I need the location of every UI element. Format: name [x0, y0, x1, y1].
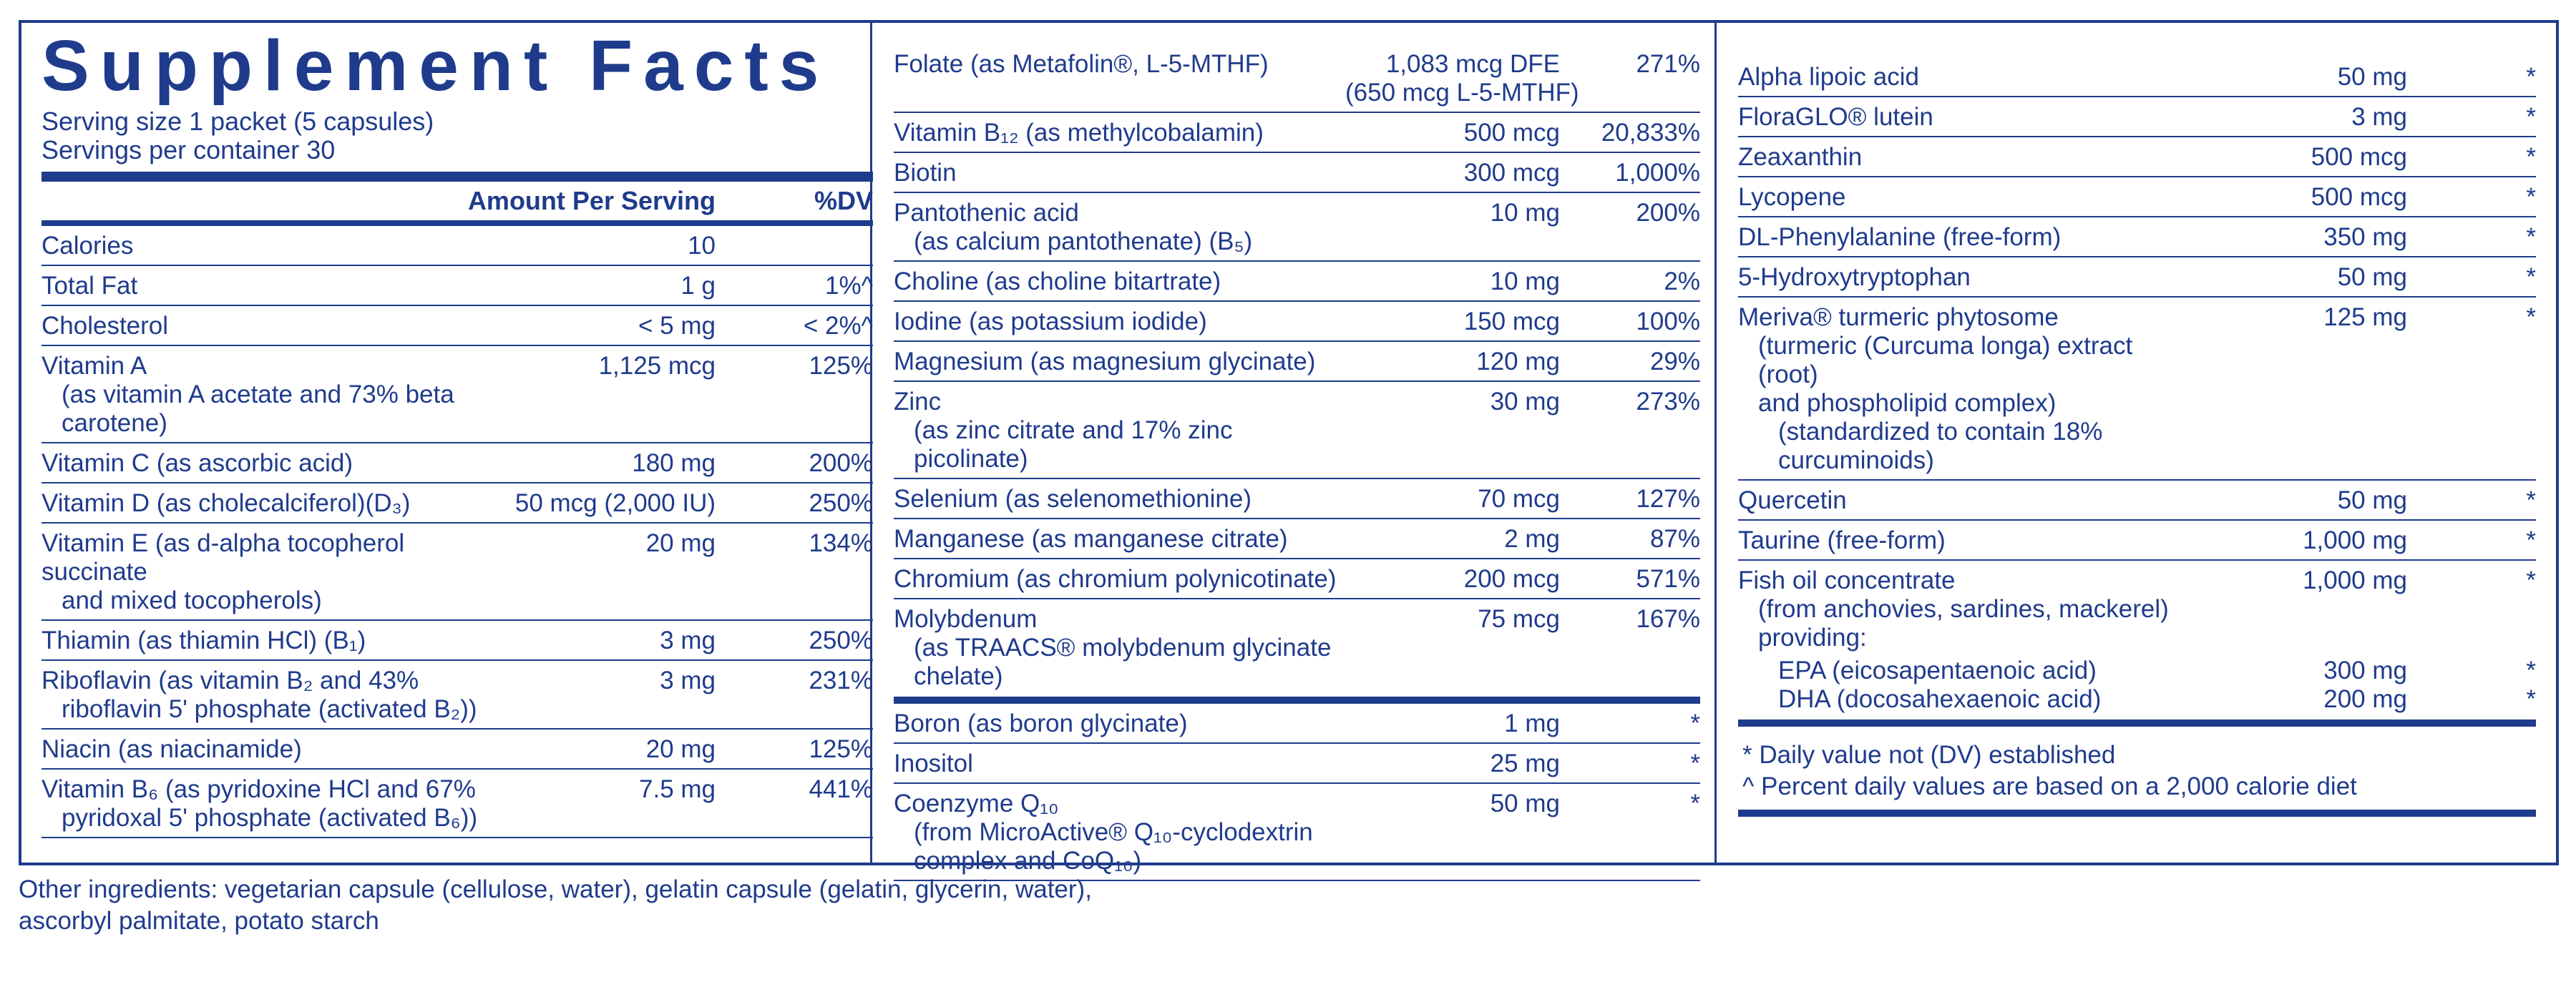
- nutrient-name: [894, 525, 1345, 554]
- nutrient-label: Zinc: [894, 388, 942, 416]
- nutrient-label: Selenium (as selenomethionine): [894, 485, 1252, 513]
- nutrient-row: [894, 113, 1700, 153]
- nutrient-source: and phospholipid complex): [1758, 389, 2057, 417]
- nutrient-list-2: [894, 23, 1700, 695]
- nutrient-label: Cholesterol: [42, 312, 169, 340]
- nutrient-amount: [501, 775, 716, 833]
- nutrient-row: [1738, 298, 2536, 481]
- nutrient-amount: [2192, 103, 2407, 132]
- nutrient-label: Folate (as Metafolin®, L-5-MTHF): [894, 50, 1269, 78]
- nutrient-amount: [501, 232, 716, 260]
- nutrient-name: [894, 605, 1345, 691]
- nutrient-amount: [1345, 119, 1560, 147]
- nutrient-amount: [1345, 525, 1560, 554]
- nutrient-dv: 125%: [809, 735, 873, 763]
- amount-value: 1,000 mg: [2303, 526, 2407, 554]
- nutrient-label: Pantothenic acid: [894, 199, 1079, 227]
- nutrient-dv: *: [2526, 566, 2536, 594]
- nutrient-amount: [2192, 303, 2407, 475]
- nutrient-amount: [1345, 605, 1560, 691]
- other-ingredients-line: ascorbyl palmitate, potato starch: [19, 907, 379, 935]
- amount-value: 3 mg: [660, 627, 716, 654]
- nutrient-name: [42, 627, 501, 655]
- header-amount: Amount Per Serving: [467, 186, 716, 215]
- nutrient-row: [894, 342, 1700, 382]
- nutrient-name: [894, 119, 1345, 147]
- nutrient-label: Magnesium (as magnesium glycinate): [894, 348, 1316, 375]
- footnote-calorie: ^ Percent daily values are based on a 2,000 calorie diet: [1742, 772, 2357, 800]
- nutrient-dv: *: [2526, 486, 2536, 514]
- nutrient-name: [42, 449, 501, 478]
- nutrient-label: Vitamin C (as ascorbic acid): [42, 449, 353, 477]
- nutrient-label: Lycopene: [1738, 183, 1846, 211]
- nutrient-amount: [501, 312, 716, 340]
- amount-value: 10: [688, 232, 716, 260]
- nutrient-dv: 20,833%: [1601, 119, 1700, 147]
- amount-value: 75 mcg: [1478, 605, 1560, 633]
- nutrient-label: Chromium (as chromium polynicotinate): [894, 565, 1337, 593]
- nutrient-label: Boron (as boron glycinate): [894, 709, 1188, 737]
- amount-value: 3 mg: [2351, 103, 2407, 131]
- nutrient-name: [1738, 183, 2192, 212]
- nutrient-dv: 250%: [809, 627, 873, 654]
- amount-value: 300 mcg: [1463, 159, 1560, 187]
- nutrient-standardization: (standardized to contain 18% curcuminoids): [1778, 418, 2103, 474]
- nutrient-source: pyridoxal 5' phosphate (activated B₆)): [62, 804, 478, 832]
- nutrient-row: [894, 479, 1700, 519]
- nutrient-amount: [2192, 223, 2407, 252]
- nutrient-label: Riboflavin (as vitamin B₂ and 43%: [42, 667, 419, 694]
- nutrient-amount: [1345, 159, 1560, 187]
- nutrient-row: [42, 266, 873, 306]
- divider-thick: [1738, 720, 2536, 727]
- nutrient-row: [42, 443, 873, 483]
- amount-value: 1 g: [680, 272, 716, 300]
- nutrient-amount: [1345, 388, 1560, 473]
- nutrient-dv: 2%: [1664, 267, 1700, 295]
- nutrient-label: Vitamin D (as cholecalciferol)(D₃): [42, 489, 411, 517]
- nutrient-row: [894, 784, 1700, 881]
- nutrient-source: providing:: [1758, 624, 1867, 652]
- divider-thick: [894, 697, 1700, 704]
- nutrient-label: Total Fat: [42, 272, 138, 300]
- nutrient-row: [1738, 481, 2536, 521]
- nutrient-source: and mixed tocopherols): [62, 586, 322, 614]
- nutrient-row: [1738, 521, 2536, 561]
- amount-value: 180 mg: [632, 449, 716, 477]
- nutrient-amount: [1345, 348, 1560, 376]
- nutrient-name: [42, 312, 501, 340]
- nutrient-dv: < 2%^: [803, 312, 873, 340]
- nutrient-row: [42, 621, 873, 661]
- nutrient-source: (from anchovies, sardines, mackerel): [1758, 595, 2169, 623]
- nutrient-label: Vitamin E (as d-alpha tocopherol succinate: [42, 529, 405, 586]
- nutrient-dv: 1%^: [824, 272, 873, 300]
- nutrient-name: [1738, 143, 2192, 172]
- component-amount: 200 mg: [2323, 685, 2407, 713]
- nutrient-dv: 100%: [1636, 308, 1700, 335]
- amount-value: 20 mg: [645, 529, 716, 557]
- nutrient-row: [894, 519, 1700, 559]
- nutrient-amount: [2192, 526, 2407, 555]
- nutrient-amount: [1345, 709, 1560, 738]
- nutrient-name: [894, 790, 1345, 875]
- nutrient-dv: 250%: [809, 489, 873, 517]
- nutrient-name: [894, 709, 1345, 738]
- nutrient-dv: 125%: [809, 352, 873, 380]
- nutrient-name: [42, 352, 501, 438]
- nutrient-amount: [2192, 63, 2407, 92]
- fish-oil-component: [1738, 657, 2536, 685]
- nutrient-dv: 167%: [1636, 605, 1700, 633]
- fish-oil-block: [1738, 561, 2536, 714]
- nutrient-name: [1738, 526, 2192, 555]
- nutrient-source: (as zinc citrate and 17% zinc picolinate): [914, 416, 1233, 473]
- nutrient-row: [894, 599, 1700, 695]
- nutrient-row: [894, 262, 1700, 302]
- nutrient-label: Vitamin A: [42, 352, 147, 380]
- nutrient-label: FloraGLO® lutein: [1738, 103, 1933, 131]
- nutrient-name: [42, 272, 501, 300]
- amount-value: 200 mcg: [1463, 565, 1560, 593]
- nutrient-dv: 273%: [1636, 388, 1700, 416]
- nutrient-dv: *: [2526, 143, 2536, 171]
- nutrient-name: [1738, 566, 2192, 652]
- footnotes: [1738, 727, 2536, 802]
- nutrient-source: (as vitamin A acetate and 73% beta carotene): [62, 380, 454, 437]
- nutrient-name: [894, 50, 1345, 107]
- panel-title: Supplement Facts: [42, 26, 830, 106]
- nutrient-row: [42, 483, 873, 524]
- nutrient-row: [1738, 217, 2536, 257]
- nutrient-name: [894, 348, 1345, 376]
- nutrient-dv: 87%: [1649, 525, 1700, 553]
- nutrient-label: Calories: [42, 232, 134, 260]
- amount-value: 3 mg: [660, 667, 716, 694]
- nutrient-list-2b: [894, 704, 1700, 881]
- nutrient-name: [1738, 63, 2192, 92]
- fish-oil-component: [1738, 685, 2536, 714]
- nutrient-name: [1738, 263, 2192, 292]
- servings-per-container: Servings per container 30: [42, 135, 336, 164]
- nutrient-dv: *: [2526, 303, 2536, 331]
- nutrient-name: [1738, 223, 2192, 252]
- nutrient-label: Inositol: [894, 750, 973, 777]
- amount-value: 20 mg: [645, 735, 716, 763]
- nutrient-label: Taurine (free-form): [1738, 526, 1946, 554]
- nutrient-name: [42, 775, 501, 833]
- amount-value: 50 mg: [2337, 63, 2407, 91]
- nutrient-row: [42, 730, 873, 770]
- nutrient-dv: 29%: [1649, 348, 1700, 375]
- nutrient-amount: [2192, 566, 2407, 652]
- nutrient-label: 5-Hydroxytryptophan: [1738, 263, 1971, 291]
- nutrient-row: [1738, 97, 2536, 137]
- amount-value: 150 mcg: [1463, 308, 1560, 335]
- nutrient-source: (as TRAACS® molybdenum glycinate chelate): [914, 634, 1332, 690]
- nutrient-row: [42, 306, 873, 346]
- header-dv: %DV: [814, 186, 873, 215]
- nutrient-name: [42, 529, 501, 615]
- amount-value: < 5 mg: [638, 312, 716, 340]
- nutrient-name: [894, 485, 1345, 514]
- nutrient-row: [894, 382, 1700, 479]
- nutrient-label: Alpha lipoic acid: [1738, 63, 1919, 91]
- nutrient-source: (turmeric (Curcuma longa) extract (root): [1758, 332, 2133, 388]
- column-2: [870, 23, 1714, 875]
- nutrient-amount: [2192, 143, 2407, 172]
- divider-thick: [1738, 810, 2536, 817]
- nutrient-name: [42, 232, 501, 260]
- nutrient-name: [1738, 303, 2192, 475]
- nutrient-dv: 231%: [809, 667, 873, 694]
- nutrient-row: [894, 44, 1700, 113]
- nutrient-label: Vitamin B₁₂ (as methylcobalamin): [894, 119, 1264, 147]
- nutrient-label: Molybdenum: [894, 605, 1038, 633]
- nutrient-amount: [1345, 199, 1560, 256]
- amount-value: 500 mcg: [1463, 119, 1560, 147]
- nutrient-name: [42, 667, 501, 724]
- nutrient-label: Iodine (as potassium iodide): [894, 308, 1207, 335]
- nutrient-dv: 571%: [1636, 565, 1700, 593]
- divider-thick: [42, 172, 873, 182]
- column-header: [42, 182, 873, 226]
- amount-value: 125 mg: [2323, 303, 2407, 331]
- nutrient-label: Niacin (as niacinamide): [42, 735, 302, 763]
- nutrient-dv: *: [2526, 526, 2536, 554]
- nutrient-list-3: [1738, 23, 2536, 561]
- nutrient-row: [894, 744, 1700, 784]
- nutrient-dv: 200%: [1636, 199, 1700, 227]
- nutrient-dv: [716, 232, 873, 260]
- nutrient-dv: *: [2526, 223, 2536, 251]
- amount-value: 50 mg: [1490, 790, 1560, 817]
- fish-oil-row: [1738, 561, 2536, 657]
- nutrient-amount: [501, 529, 716, 615]
- amount-value: 50 mg: [2337, 263, 2407, 291]
- nutrient-row: [1738, 137, 2536, 177]
- nutrient-row: [42, 346, 873, 443]
- nutrient-label: Vitamin B₆ (as pyridoxine HCl and 67%: [42, 775, 476, 803]
- nutrient-dv: *: [2526, 183, 2536, 211]
- column-1: [21, 23, 873, 863]
- nutrient-dv: 127%: [1636, 485, 1700, 513]
- nutrient-row: [894, 559, 1700, 599]
- nutrient-row: [1738, 57, 2536, 97]
- nutrient-dv: 1,000%: [1615, 159, 1700, 187]
- nutrient-amount: [501, 489, 716, 518]
- nutrient-dv: *: [2526, 63, 2536, 91]
- nutrient-dv: 271%: [1636, 50, 1700, 78]
- nutrient-dv: *: [2526, 103, 2536, 131]
- nutrient-dv: *: [2526, 263, 2536, 291]
- amount-value: 25 mg: [1490, 750, 1560, 777]
- nutrient-list-1: [42, 226, 873, 838]
- nutrient-amount: [2192, 183, 2407, 212]
- other-ingredients-line: Other ingredients: vegetarian capsule (cellulose, water), gelatin capsule (gelatin, glycerin, water),: [19, 875, 1092, 903]
- footnote-dv: * Daily value not (DV) established: [1742, 741, 2116, 769]
- nutrient-amount: [1345, 485, 1560, 514]
- nutrient-label: Quercetin: [1738, 486, 1847, 514]
- nutrient-dv: *: [1690, 790, 1700, 817]
- nutrient-dv: *: [1690, 709, 1700, 737]
- amount-value: 10 mg: [1490, 267, 1560, 295]
- nutrient-name: [1738, 486, 2192, 515]
- nutrient-name: [42, 489, 501, 518]
- nutrient-row: [42, 226, 873, 266]
- nutrient-dv: 200%: [809, 449, 873, 477]
- amount-value: 1,083 mcg DFE: [1385, 50, 1560, 78]
- component-name: EPA (eicosapentaenoic acid): [1778, 657, 2097, 684]
- nutrient-amount: [1345, 267, 1560, 296]
- nutrient-source: (from MicroActive® Q₁₀-cyclodextrin complex and CoQ₁₀): [914, 818, 1313, 875]
- nutrient-row: [894, 153, 1700, 193]
- nutrient-label: Choline (as choline bitartrate): [894, 267, 1221, 295]
- nutrient-name: [894, 308, 1345, 336]
- amount-value: 50 mg: [2337, 486, 2407, 514]
- nutrient-amount: [1345, 50, 1579, 107]
- nutrient-name: [894, 267, 1345, 296]
- nutrient-label: Zeaxanthin: [1738, 143, 1863, 171]
- component-dv: *: [2526, 657, 2536, 684]
- nutrient-source: (as calcium pantothenate) (B₅): [914, 227, 1253, 255]
- nutrient-label: Fish oil concentrate: [1738, 566, 1956, 594]
- nutrient-dv: *: [1690, 750, 1700, 777]
- column-3: [1714, 23, 2562, 863]
- amount-value: 1,000 mg: [2303, 566, 2407, 594]
- nutrient-amount: [501, 272, 716, 300]
- nutrient-amount: [501, 735, 716, 764]
- nutrient-row: [894, 302, 1700, 342]
- nutrient-name: [894, 750, 1345, 778]
- nutrient-amount: [501, 627, 716, 655]
- nutrient-amount: [501, 352, 716, 438]
- serving-size: Serving size 1 packet (5 capsules): [42, 107, 434, 136]
- amount-value: 350 mg: [2323, 223, 2407, 251]
- nutrient-row: [1738, 257, 2536, 298]
- amount-value: 1 mg: [1504, 709, 1560, 737]
- amount-value-secondary: (650 mcg L-5-MTHF): [1345, 79, 1579, 107]
- nutrient-label: DL-Phenylalanine (free-form): [1738, 223, 2062, 251]
- amount-value: 50 mcg (2,000 IU): [514, 489, 716, 517]
- nutrient-label: Biotin: [894, 159, 957, 187]
- nutrient-label: Manganese (as manganese citrate): [894, 525, 1288, 553]
- nutrient-dv: 134%: [809, 529, 873, 557]
- nutrient-amount: [2192, 486, 2407, 515]
- amount-value: 500 mcg: [2311, 183, 2407, 211]
- nutrient-amount: [1345, 750, 1560, 778]
- amount-value: 120 mg: [1476, 348, 1560, 375]
- nutrient-row: [894, 193, 1700, 262]
- nutrient-row: [1738, 177, 2536, 217]
- amount-value: 7.5 mg: [639, 775, 716, 803]
- amount-value: 1,125 mcg: [598, 352, 716, 380]
- nutrient-amount: [1345, 565, 1560, 594]
- nutrient-name: [894, 159, 1345, 187]
- nutrient-amount: [2192, 263, 2407, 292]
- nutrient-amount: [1345, 790, 1560, 875]
- nutrient-row: [42, 661, 873, 730]
- other-ingredients: [19, 874, 1450, 937]
- amount-value: 500 mcg: [2311, 143, 2407, 171]
- nutrient-label: Meriva® turmeric phytosome: [1738, 303, 2059, 331]
- component-name: DHA (docosahexaenoic acid): [1778, 685, 2102, 713]
- nutrient-name: [42, 735, 501, 764]
- nutrient-name: [1738, 103, 2192, 132]
- nutrient-row: [894, 704, 1700, 744]
- nutrient-label: Thiamin (as thiamin HCl) (B₁): [42, 627, 366, 654]
- nutrient-amount: [501, 449, 716, 478]
- nutrient-label: Coenzyme Q₁₀: [894, 790, 1059, 817]
- amount-value: 10 mg: [1490, 199, 1560, 227]
- nutrient-source: riboflavin 5' phosphate (activated B₂)): [62, 695, 477, 723]
- nutrient-dv: 441%: [809, 775, 873, 803]
- nutrient-name: [894, 199, 1345, 256]
- nutrient-amount: [1345, 308, 1560, 336]
- amount-value: 2 mg: [1504, 525, 1560, 553]
- nutrient-name: [894, 565, 1345, 594]
- nutrient-row: [42, 524, 873, 621]
- nutrient-amount: [501, 667, 716, 724]
- component-amount: 300 mg: [2323, 657, 2407, 684]
- amount-value: 70 mcg: [1478, 485, 1560, 513]
- amount-value: 30 mg: [1490, 388, 1560, 416]
- supplement-facts-panel: [19, 20, 2559, 875]
- nutrient-name: [894, 388, 1345, 473]
- nutrient-row: [42, 770, 873, 838]
- component-dv: *: [2526, 685, 2536, 713]
